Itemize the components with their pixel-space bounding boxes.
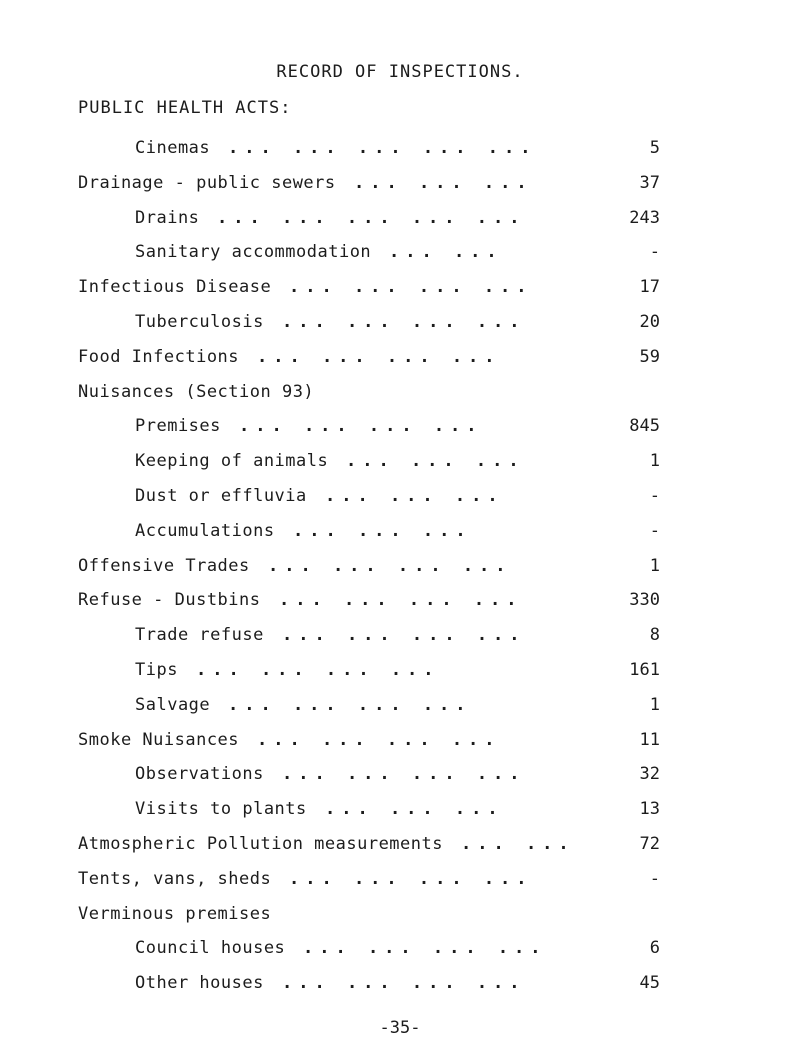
dot-leader: ... ... bbox=[461, 833, 575, 854]
row-count: 20 bbox=[639, 311, 660, 332]
inspection-row bbox=[0, 660, 800, 695]
inspection-row bbox=[0, 312, 800, 347]
inspection-row bbox=[0, 138, 800, 173]
inspection-row bbox=[0, 973, 800, 1008]
row-label: Visits to plants bbox=[135, 799, 307, 820]
dot-leader: ... ... ... ... bbox=[282, 311, 526, 332]
row-label: Tents, vans, sheds bbox=[78, 868, 272, 889]
dot-leader: ... ... ... ... ... bbox=[228, 138, 537, 158]
inspection-row bbox=[0, 625, 800, 660]
inspection-row bbox=[0, 173, 800, 208]
row-label: Drainage - public sewers bbox=[78, 172, 336, 193]
inspection-row bbox=[0, 208, 800, 243]
section-heading: PUBLIC HEALTH ACTS: bbox=[78, 98, 292, 118]
row-label: Tips bbox=[135, 659, 178, 680]
row-label: Keeping of animals bbox=[135, 451, 329, 472]
row-count: 45 bbox=[639, 973, 660, 994]
row-label: Atmospheric Pollution measurements bbox=[78, 833, 443, 854]
inspection-row bbox=[0, 799, 800, 834]
row-label: Trade refuse bbox=[135, 625, 264, 646]
row-count: 72 bbox=[639, 833, 660, 854]
row-count: 845 bbox=[629, 416, 660, 437]
row-count: - bbox=[649, 242, 660, 263]
dot-leader: ... ... ... bbox=[325, 485, 504, 506]
row-label: Nuisances (Section 93) bbox=[78, 381, 315, 402]
row-count: 330 bbox=[629, 590, 660, 611]
dot-leader: ... ... ... ... ... bbox=[217, 207, 526, 228]
dot-leader: ... ... ... ... bbox=[196, 659, 440, 680]
row-count: 37 bbox=[639, 172, 660, 193]
inspection-row bbox=[0, 904, 800, 939]
dot-leader: ... ... ... ... bbox=[257, 346, 501, 367]
dot-leader: ... ... ... ... bbox=[239, 416, 483, 437]
dot-leader: ... ... ... ... bbox=[289, 868, 533, 889]
dot-leader: ... ... ... bbox=[354, 172, 533, 193]
dot-leader: ... ... ... ... bbox=[279, 590, 523, 611]
row-label: Tuberculosis bbox=[135, 311, 264, 332]
inspection-row bbox=[0, 834, 800, 869]
row-label: Infectious Disease bbox=[78, 277, 272, 298]
row-count: 32 bbox=[639, 764, 660, 785]
inspection-row bbox=[0, 416, 800, 451]
row-count: - bbox=[649, 520, 660, 541]
dot-leader: ... ... ... bbox=[293, 520, 472, 541]
row-count: - bbox=[649, 485, 660, 506]
row-label: Offensive Trades bbox=[78, 555, 250, 576]
row-count: 11 bbox=[639, 729, 660, 750]
inspection-row bbox=[0, 556, 800, 591]
row-count: 1 bbox=[649, 694, 660, 715]
inspection-row bbox=[0, 695, 800, 730]
dot-leader: ... ... ... bbox=[325, 799, 504, 820]
dot-leader: ... ... ... ... bbox=[303, 938, 547, 959]
row-label: Premises bbox=[135, 416, 221, 437]
row-label: Verminous premises bbox=[78, 903, 272, 924]
row-count: 1 bbox=[649, 555, 660, 576]
row-count: 59 bbox=[639, 346, 660, 367]
page-title: RECORD OF INSPECTIONS. bbox=[276, 62, 524, 82]
inspection-row bbox=[0, 242, 800, 277]
dot-leader: ... ... ... ... bbox=[268, 555, 512, 576]
row-count: 6 bbox=[649, 938, 660, 959]
row-label: Other houses bbox=[135, 973, 264, 994]
row-count: 1 bbox=[649, 451, 660, 472]
row-label: Sanitary accommodation bbox=[135, 242, 372, 263]
row-count: 8 bbox=[649, 625, 660, 646]
row-label: Drains bbox=[135, 207, 200, 228]
inspection-row bbox=[0, 277, 800, 312]
inspection-row bbox=[0, 451, 800, 486]
row-label: Observations bbox=[135, 764, 264, 785]
dot-leader: ... ... ... ... bbox=[257, 729, 501, 750]
row-label: Accumulations bbox=[135, 520, 275, 541]
row-count: 13 bbox=[639, 799, 660, 820]
dot-leader: ... ... ... ... bbox=[228, 694, 472, 715]
row-count: 161 bbox=[629, 659, 660, 680]
inspection-row bbox=[0, 382, 800, 417]
dot-leader: ... ... ... bbox=[346, 451, 525, 472]
inspection-row bbox=[0, 869, 800, 904]
row-label: Cinemas bbox=[135, 138, 211, 158]
row-count: 243 bbox=[629, 207, 660, 228]
inspection-row bbox=[0, 486, 800, 521]
row-count: - bbox=[649, 868, 660, 889]
inspection-list bbox=[0, 138, 800, 1008]
page-number: -35- bbox=[379, 1018, 421, 1038]
inspection-row bbox=[0, 347, 800, 382]
row-label: Dust or effluvia bbox=[135, 485, 307, 506]
inspection-row bbox=[0, 764, 800, 799]
inspection-row bbox=[0, 521, 800, 556]
row-count: 17 bbox=[639, 277, 660, 298]
inspection-row bbox=[0, 730, 800, 765]
inspection-row bbox=[0, 590, 800, 625]
dot-leader: ... ... ... ... bbox=[282, 973, 526, 994]
row-label: Refuse - Dustbins bbox=[78, 590, 261, 611]
row-label: Smoke Nuisances bbox=[78, 729, 240, 750]
dot-leader: ... ... ... ... bbox=[289, 277, 533, 298]
dot-leader: ... ... ... ... bbox=[282, 625, 526, 646]
row-label: Council houses bbox=[135, 938, 286, 959]
dot-leader: ... ... bbox=[389, 242, 503, 263]
dot-leader: ... ... ... ... bbox=[282, 764, 526, 785]
inspection-row bbox=[0, 938, 800, 973]
row-label: Food Infections bbox=[78, 346, 240, 367]
row-label: Salvage bbox=[135, 694, 211, 715]
row-count: 5 bbox=[649, 138, 660, 158]
